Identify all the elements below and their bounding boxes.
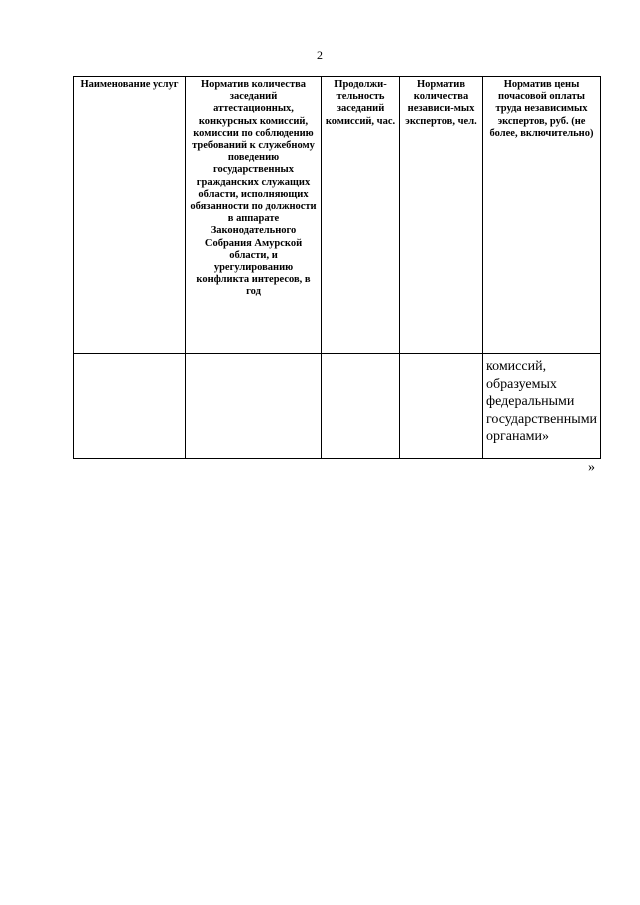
table-cell — [400, 354, 483, 459]
header-hourly-rate: Норматив цены почасовой оплаты труда независимых экспертов, руб. (не более, включительно) — [483, 77, 601, 354]
table-cell — [322, 354, 400, 459]
table-header-row — [74, 77, 601, 354]
table-cell-commissions: комиссий, образуемых федеральными государственными органами» — [483, 354, 601, 459]
table-cell — [186, 354, 322, 459]
closing-quote: » — [588, 460, 595, 475]
table-cell — [74, 354, 186, 459]
norms-table — [73, 76, 601, 459]
header-meetings-norm: Норматив количества заседаний аттестационных, конкурсных комиссий, комиссии по соблюдению требований к служебному поведению государственных гражданских служащих области, исполняющих обязанности по должности в аппарате Законодательного Собрания Амурской области, и урегулированию конфликта интересов, в год — [186, 77, 322, 354]
table-row — [74, 354, 601, 459]
header-experts-count: Норматив количества независи-мых экспертов, чел. — [400, 77, 483, 354]
header-service-name: Наименование услуг — [74, 77, 186, 354]
header-meeting-duration: Продолжи-тельность заседаний комиссий, час. — [322, 77, 400, 354]
page-number: 2 — [317, 48, 323, 62]
